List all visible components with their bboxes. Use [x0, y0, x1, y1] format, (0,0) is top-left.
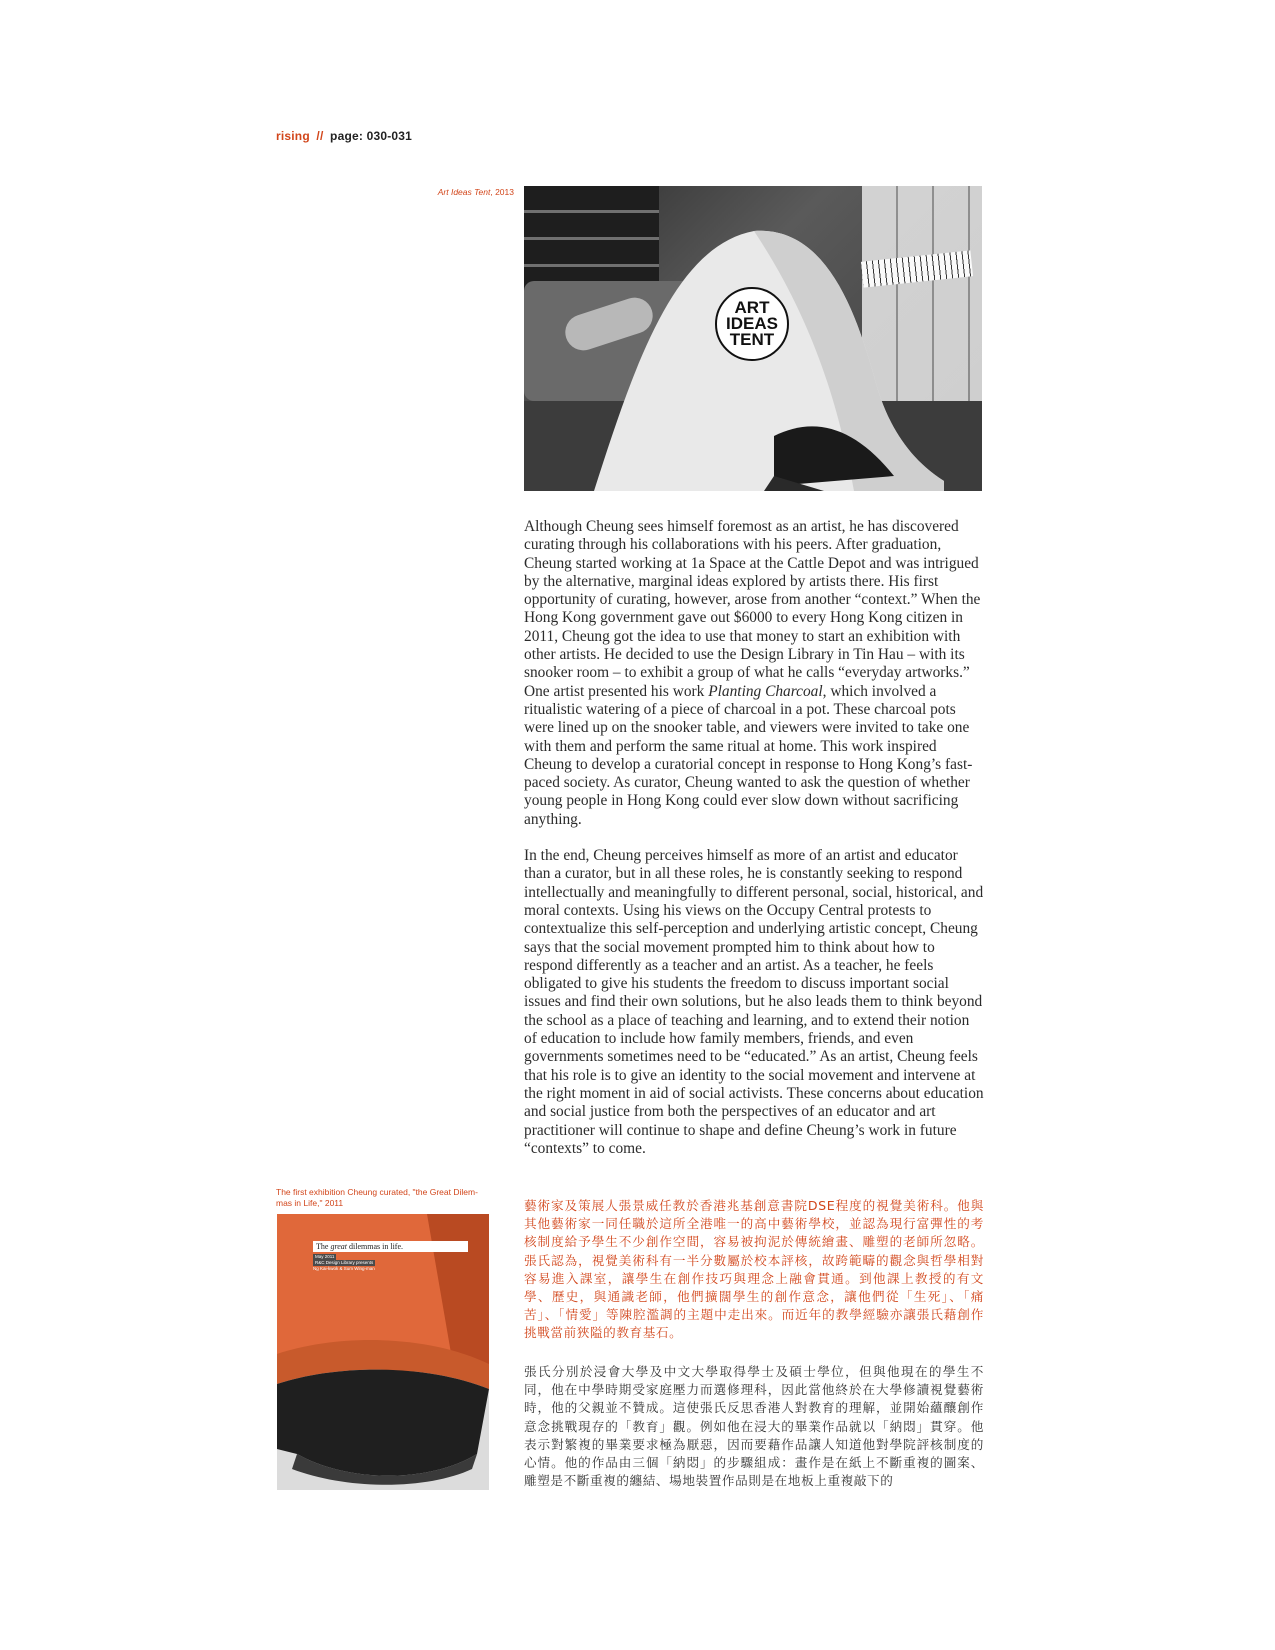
- poster-title: [313, 1241, 468, 1252]
- section-name: rising: [276, 129, 310, 143]
- english-paragraph-2: In the end, Cheung perceives himself as more of an artist and educator than a curator, but in all these roles, he is constantly seeking to respond intellectually and meaningfully to different personal, social, historical, and moral contexts. Using his views on the Occupy Central protests to contextualize this self-perception and underlying artistic concept, Cheung says that the social movement prompted him to think about how to respond differently as a teacher and an artist. As a teacher, he feels obligated to give his students the freedom to discuss important social issues and find their own solutions, but he also leads them to think beyond the school as a place of teaching and learning, and to extend their notion of education to include how family members, friends, and even governments sometimes need to be “educated.” As an artist, Cheung feels that his role is to give an identity to the social movement and intervene at the right moment in aid of social activists. These concerns about education and social justice from both the perspectives of an educator and art practitioner will continue to shape and define Cheung’s work in future “contexts” to come.: [524, 847, 984, 1157]
- logo-line-3: TENT: [729, 330, 775, 349]
- poster-presenter: R&C Design Library presents: [315, 1260, 374, 1265]
- poster-artists: Ng Kai-kwok & Sum Wing-man: [313, 1266, 375, 1271]
- page-label: page:: [330, 129, 364, 143]
- english-article-body: [524, 518, 984, 1176]
- poster-title-end: dilemmas in life.: [347, 1242, 404, 1251]
- header-separator: //: [316, 129, 324, 143]
- paragraph-1-part-a: Although Cheung sees himself foremost as an artist, he has discovered curating through his collaborations with his peers. After graduation, Cheung started working at 1a Space at the Cattle Depot and was intrigued by the alternative, marginal ideas explored by artists there. His first opportunity of curating, however, arose from another “context.” When the Hong Kong government gave out $6000 to every Hong Kong citizen in 2011, Cheung got the idea to use that money to start an exhibition with other artists. He decided to use the Design Library in Tin Hau – with its snooker room – to exhibit a group of what he calls “everyday artworks.” One artist presented his work: [524, 518, 981, 700]
- great-dilemmas-poster: [277, 1214, 489, 1490]
- page-range: 030-031: [366, 129, 413, 143]
- art-ideas-tent-logo: [715, 287, 789, 361]
- art-ideas-tent-photo: [524, 186, 982, 491]
- chinese-paragraph-1-text: 藝術家及策展人張景威任教於香港兆基創意書院DSE程度的視覺美術科。他與其他藝術家一同任職於這所全港唯一的高中藝術學校，並認為現行富彈性的考核制度給予學生不少創作空間，容易被拘泥於傳統繪畫、雕塑的老師所忽略。張氏認為，視覺美術科有一半分數屬於校本評核，故跨範疇的觀念與哲學相對容易進入課室，讓學生在創作技巧與理念上融會貫通。到他課上教授的有文學、歷史，與通識老師，他們擴闊學生的創作意念，讓他們從「生死」、「痛苦」、「情愛」等陳腔濫調的主題中走出來。而近年的教學經驗亦讓張氏藉創作挑戰當前狹隘的教育基石。: [524, 1198, 984, 1341]
- logo-line-2: IDEAS: [726, 314, 778, 333]
- poster-date: May 2011: [315, 1254, 335, 1259]
- poster-title-start: The: [316, 1242, 331, 1251]
- caption-year: , 2013: [490, 187, 514, 197]
- chinese-paragraph-2-text: 張氏分別於浸會大學及中文大學取得學士及碩士學位，但與他現在的學生不同，他在中學時期受家庭壓力而選修理科，因此當他終於在大學修讀視覺藝術時，他的父親並不贊成。這使張氏反思香港人對教育的理解，並開始蘊釀創作意念挑戰現存的「教育」觀。例如他在浸大的畢業作品就以「納悶」貫穿。他表示對繁複的畢業要求極為厭惡，因而要藉作品讓人知道他對學院評核制度的心情。他的作品由三個「納悶」的步驟組成：畫作是在紙上不斷重複的圖案、雕塑是不斷重複的纏結、場地裝置作品則是在地板上重複敲下的: [524, 1364, 984, 1489]
- artwork-title: Planting Charcoal: [708, 682, 823, 700]
- english-paragraph-1: [524, 518, 984, 829]
- poster-title-emphasis: great: [330, 1242, 348, 1251]
- chinese-paragraph-1: [524, 1197, 984, 1343]
- chinese-paragraph-2: [524, 1363, 984, 1490]
- running-header: [276, 129, 412, 143]
- poster-subtitle: [313, 1254, 385, 1272]
- figure-caption-top: [380, 187, 514, 198]
- figure-caption-bottom: The first exhibition Cheung curated, "the Great Dilem-mas in Life," 2011: [276, 1187, 478, 1208]
- paragraph-1-part-b: , which involved a ritualistic watering of a piece of charcoal in a pot. These charcoal pots were lined up on the snooker table, and viewers were invited to take one with them and perform the same ritual at home. This work inspired Cheung to develop a curatorial concept in response to Hong Kong’s fast-paced society. As curator, Cheung wanted to ask the question of whether young people in Hong Kong could ever slow down without sacrificing anything.: [524, 682, 973, 828]
- caption-title: Art Ideas Tent: [437, 187, 491, 197]
- logo-line-1: ART: [734, 298, 770, 317]
